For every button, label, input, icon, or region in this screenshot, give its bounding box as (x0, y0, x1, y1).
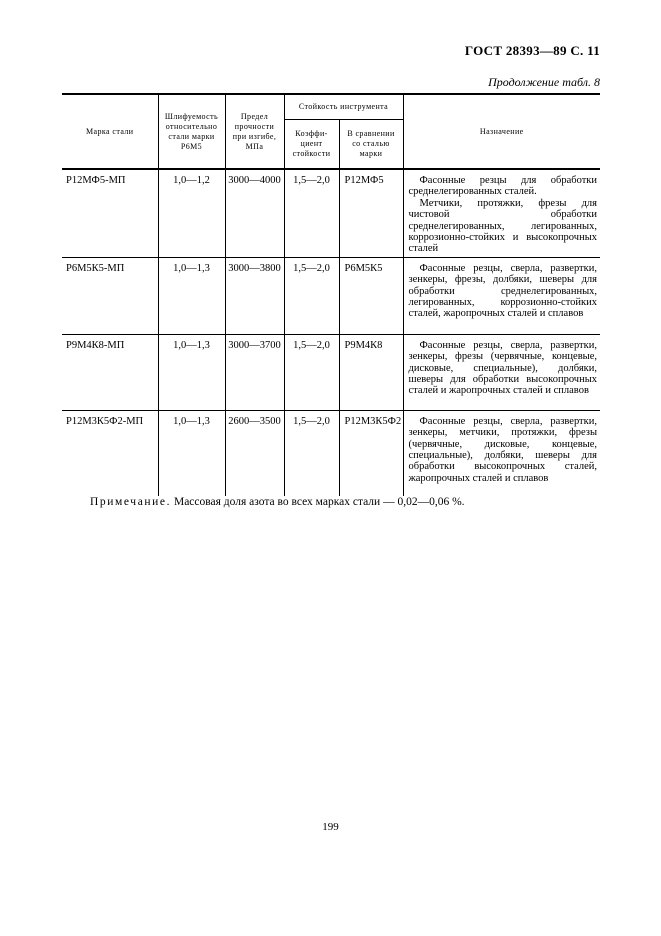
table-row (62, 410, 600, 496)
cell-coefficient: 1,5—2,0 (284, 257, 339, 334)
note-text: Массовая доля азота во всех марках стали — 0,02—0,06 %. (171, 496, 465, 508)
header-purpose: Назначение (479, 126, 524, 136)
table-row (62, 257, 600, 334)
cell-comparison: Р6М5К5 (339, 257, 403, 334)
note-label: Примечание. (90, 496, 172, 508)
header-comparison: В сравнении со сталью марки (339, 119, 403, 169)
table-row (62, 169, 600, 257)
cell-purpose (403, 257, 600, 334)
purpose-paragraph: Фасонные резцы для обработки среднелегированных сталей. (408, 175, 597, 198)
cell-coefficient: 1,5—2,0 (284, 410, 339, 496)
cell-coefficient: 1,5—2,0 (284, 169, 339, 257)
cell-comparison: Р9М4К8 (339, 334, 403, 410)
document-title: ГОСТ 28393—89 С. 11 (464, 43, 600, 58)
page-number: 199 (322, 821, 339, 833)
purpose-paragraph: Фасонные резцы, сверла, развертки, зенкеры, фрезы (червячные, концевые, дисковые, специальные), долбяки, шеверы для обработки высокопрочных сталей и жаропрочных сталей и сплавов (408, 339, 597, 397)
steel-grades-table (62, 93, 600, 496)
cell-comparison: Р12М3К5Ф2 (339, 410, 403, 496)
purpose-paragraph: Фасонные резцы, сверла, развертки, зенкеры, фрезы, долбяки, шеверы для обработки среднелегированных, легированных, коррозионно-стойких сталей, жаропрочных сталей и сплавов (408, 262, 597, 320)
header-durability: Стойкость инструмента (284, 94, 403, 119)
cell-mark: Р6М5К5-МП (62, 257, 158, 334)
cell-coefficient: 1,5—2,0 (284, 334, 339, 410)
header-coefficient: Коэффи-циент стойкости (284, 119, 339, 169)
header-strength: Предел прочности при изгибе, МПа (225, 94, 284, 169)
purpose-paragraph: Фасонные резцы, сверла, развертки, зенкеры, метчики, протяжки, фрезы (червячные, дисковые, концевые, специальные), долбяки, шеверы для обработки высокопрочных сталей, жаропрочных сталей и сплавов (408, 415, 597, 484)
cell-mark: Р9М4К8-МП (62, 334, 158, 410)
table-note (90, 496, 602, 508)
cell-strength: 3000—4000 (225, 169, 284, 257)
cell-strength: 2600—3500 (225, 410, 284, 496)
table-header (62, 94, 600, 169)
purpose-paragraph: Метчики, протяжки, фрезы для чистовой обработки среднелегированных, легированных, коррозионно-стойких и высокопрочных сталей (408, 197, 597, 255)
cell-comparison: Р12МФ5 (339, 169, 403, 257)
cell-grindability: 1,0—1,3 (158, 334, 225, 410)
cell-purpose (403, 169, 600, 257)
header-grindability: Шлифуемость относительно стали марки Р6М5 (158, 94, 225, 169)
cell-grindability: 1,0—1,3 (158, 257, 225, 334)
table-continuation-label: Продолжение табл. 8 (488, 75, 600, 89)
table-row (62, 334, 600, 410)
cell-grindability: 1,0—1,2 (158, 169, 225, 257)
cell-purpose (403, 410, 600, 496)
header-mark: Марка стали (62, 94, 158, 169)
cell-strength: 3000—3800 (225, 257, 284, 334)
cell-mark: Р12МФ5-МП (62, 169, 158, 257)
cell-mark: Р12М3К5Ф2-МП (62, 410, 158, 496)
cell-grindability: 1,0—1,3 (158, 410, 225, 496)
cell-purpose (403, 334, 600, 410)
cell-strength: 3000—3700 (225, 334, 284, 410)
